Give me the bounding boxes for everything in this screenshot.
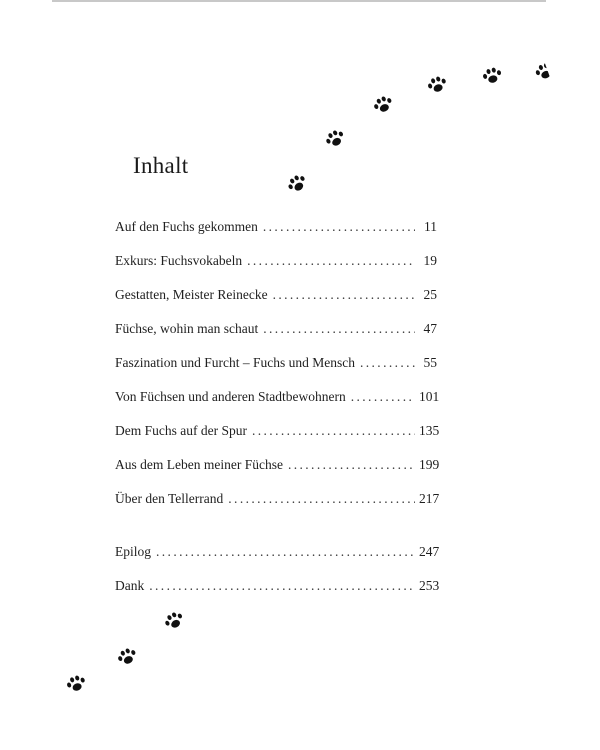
toc-entry[interactable] <box>115 578 445 598</box>
toc-leader-dots <box>351 389 415 405</box>
toc-entry-title: Faszination und Furcht – Fuchs und Mensch <box>115 355 355 370</box>
toc-entry-page: 101 <box>419 389 440 404</box>
toc-entry[interactable] <box>115 253 445 273</box>
paw-print-icon <box>160 608 188 635</box>
toc-entry-page: 25 <box>423 287 437 302</box>
toc-entry-title: Füchse, wohin man schaut <box>115 321 259 336</box>
toc-entry-page: 199 <box>419 457 440 472</box>
toc-leader-dots <box>156 544 415 560</box>
toc-entry[interactable] <box>115 321 445 341</box>
toc-entry-page: 253 <box>419 578 440 593</box>
toc-entry-page: 55 <box>423 355 437 370</box>
toc-leader-dots <box>263 321 415 337</box>
toc-leader-dots <box>228 491 415 507</box>
toc-entry-page: 247 <box>419 544 440 559</box>
toc-entry-page: 217 <box>419 491 440 506</box>
paw-print-icon <box>113 644 141 670</box>
toc-entry-title: Auf den Fuchs gekommen <box>115 219 258 234</box>
toc-entry-title: Aus dem Leben meiner Füchse <box>115 457 283 472</box>
toc-leader-dots <box>288 457 415 473</box>
toc-entry-page: 135 <box>419 423 440 438</box>
toc-entry-page: 11 <box>424 219 437 234</box>
toc-entry-title: Gestatten, Meister Reinecke <box>115 287 268 302</box>
paw-print-icon <box>531 62 550 84</box>
paw-print-icon <box>283 170 311 197</box>
toc-leader-dots <box>360 355 415 371</box>
paw-print-icon <box>424 73 451 97</box>
paw-print-icon <box>63 672 90 696</box>
paw-print-icon <box>321 126 349 153</box>
toc-entry[interactable] <box>115 423 445 443</box>
toc-entry[interactable] <box>115 287 445 307</box>
toc-entry-title: Epilog <box>115 544 151 559</box>
toc-entry-page: 19 <box>423 253 437 268</box>
toc-entry[interactable] <box>115 219 445 239</box>
toc-entry-page: 47 <box>423 321 437 336</box>
toc-entry-title: Dem Fuchs auf der Spur <box>115 423 247 438</box>
paw-print-icon <box>369 92 397 118</box>
top-rule <box>52 0 546 2</box>
paw-print-icon <box>479 64 505 87</box>
toc-leader-dots <box>273 287 415 303</box>
toc-entry-title: Dank <box>115 578 145 593</box>
toc-leader-dots <box>247 253 415 269</box>
toc-entry-title: Über den Tellerrand <box>115 491 224 506</box>
toc-entry[interactable] <box>115 544 445 564</box>
toc-leader-dots <box>252 423 415 439</box>
toc-entry-title: Exkurs: Fuchsvokabeln <box>115 253 243 268</box>
toc-leader-dots <box>149 578 415 594</box>
page-title: Inhalt <box>133 153 189 178</box>
toc-leader-dots <box>263 219 415 235</box>
toc-entry[interactable] <box>115 389 445 409</box>
toc-entry[interactable] <box>115 355 445 375</box>
toc-entry[interactable] <box>115 457 445 477</box>
toc-entry-title: Von Füchsen und anderen Stadtbewohnern <box>115 389 346 404</box>
toc-entry[interactable] <box>115 491 445 511</box>
